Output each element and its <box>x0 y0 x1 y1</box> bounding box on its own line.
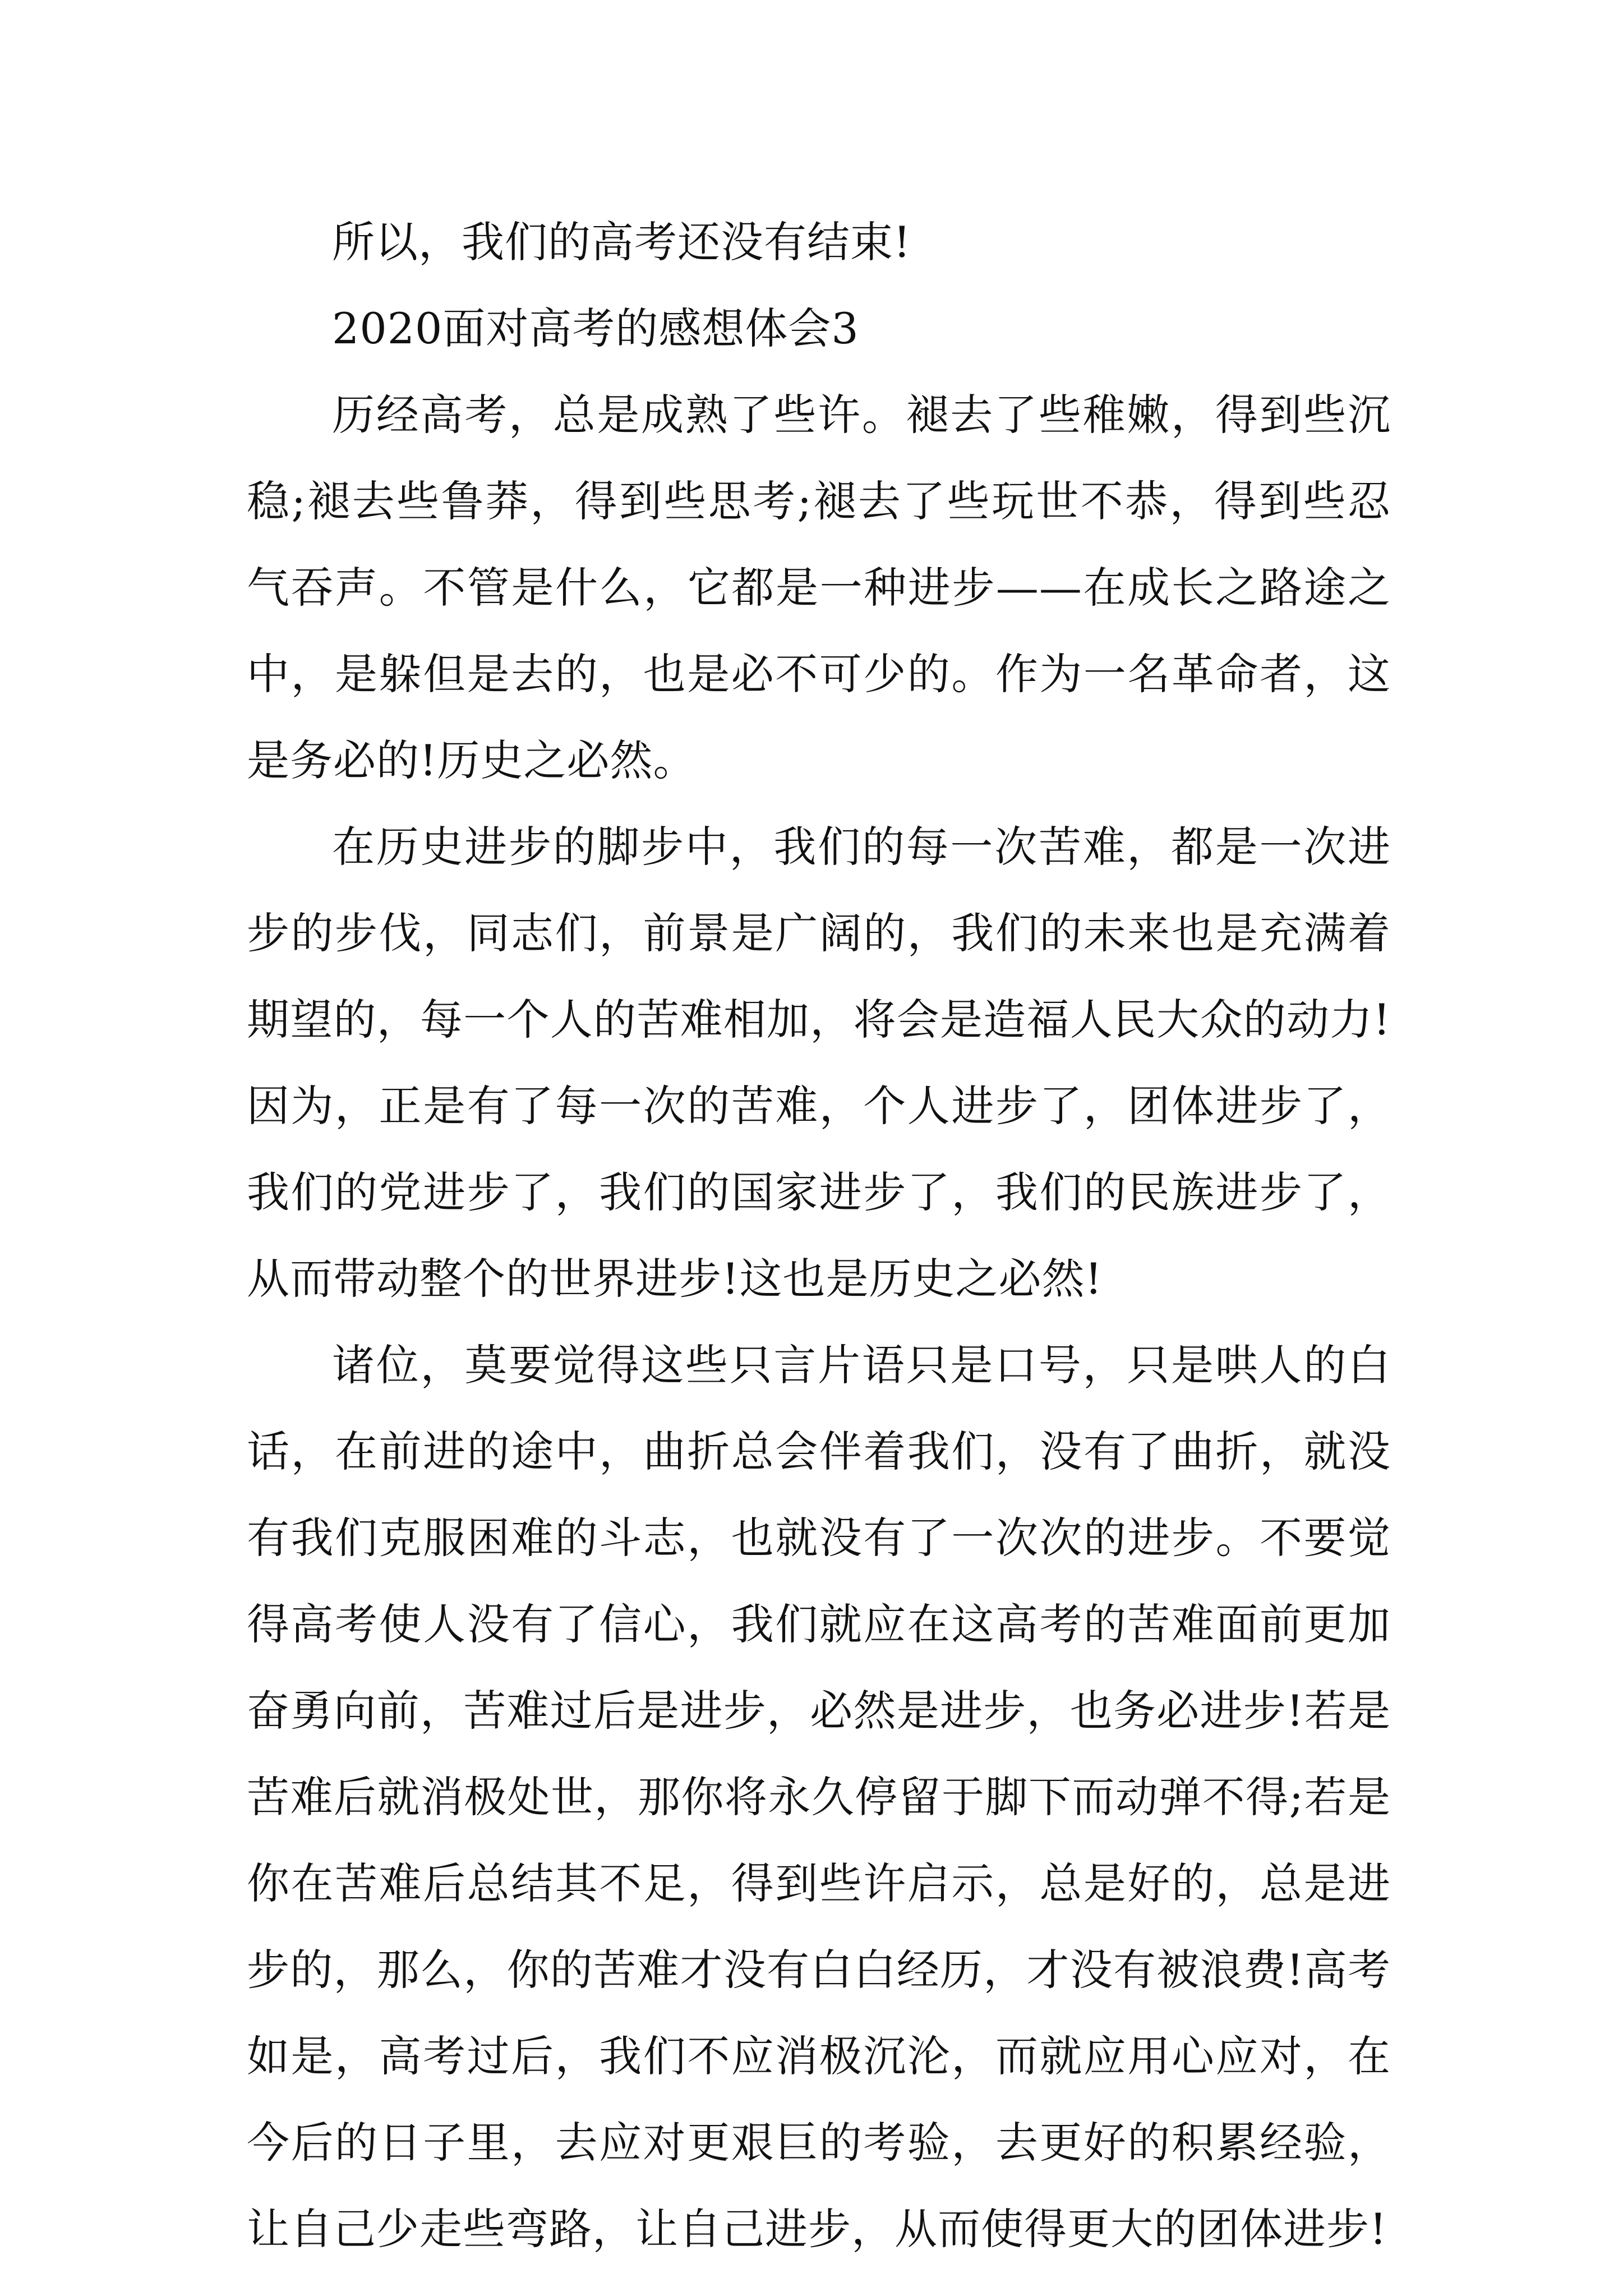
paragraph-conclusion: 所以，我们的高考还没有结束! <box>332 217 911 267</box>
paragraph-3: 诸位，莫要觉得这些只言片语只是口号，只是哄人的白话，在前进的途中，曲折总会伴着我们，没有了曲折，就没有我们克服困难的斗志，也就没有了一次次的进步。不要觉得高考使人没有了信心，我们就应在这高考的苦难面前更加奋勇向前，苦难过后是进步，必然是进步，也务必进步!若是苦难后就消极处世，那你将永久停留于脚下而动弹不得;若是你在苦难后总结其不足，得到些许启示，总是好的，总是进步的，那么，你的苦难才没有白白经历，才没有被浪费!高考如是，高考过后，我们不应消极沉沦，而就应用心应对，在今后的日子里，去应对更艰巨的考验，去更好的积累经验，让自己少走些弯路，让自己进步，从而使得更大的团体进步! <box>247 1340 1391 2254</box>
section-heading: 2020面对高考的感想体会3 <box>332 303 859 353</box>
body-text <box>247 199 1391 2272</box>
paragraph-2: 在历史进步的脚步中，我们的每一次苦难，都是一次进步的步伐，同志们，前景是广阔的，我们的未来也是充满着期望的，每一个人的苦难相加，将会是造福人民大众的动力!因为，正是有了每一次的苦难，个人进步了，团体进步了，我们的党进步了，我们的国家进步了，我们的民族进步了，从而带动整个的世界进步!这也是历史之必然! <box>247 822 1391 1304</box>
paragraph-1: 历经高考，总是成熟了些许。褪去了些稚嫩，得到些沉稳;褪去些鲁莽，得到些思考;褪去了些玩世不恭，得到些忍气吞声。不管是什么，它都是一种进步——在成长之路途之中，是躲但是去的，也是必不可少的。作为一名革命者，这是务必的!历史之必然。 <box>247 390 1391 785</box>
